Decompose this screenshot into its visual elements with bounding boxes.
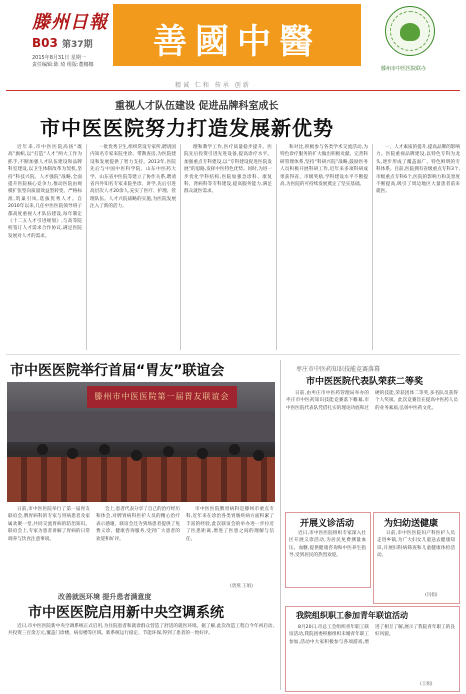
story2-column-1: 日前,市中医医院举行了第一届胃友联谊会,脾胃病科的专家与胃病患者及家属欢聚一堂,共同交流胃病的防治知识。联谊会上,专家为患者讲解了胃病的日常调养与饮食注意事项。 xyxy=(8,507,90,542)
story3-headline: 市中医医院启用新中央空调系统 xyxy=(28,605,224,621)
box1-title: 开展义诊活动 xyxy=(300,519,355,529)
lead-column-3: 理和教学工作,医疗质量稳步提升。医院先后投资引进先进设备,提高诊疗水平。加强重点专科建设,以“专科建设促进医院发展”的思路,发挥中医特色优势。同时,为进一步优化学科结构,医院加强急诊科、康复科、肾病科等专科建设,提高服务能力,满足群众就医需求。 xyxy=(184,145,272,195)
lead-headline: 市中医医院努力打造发展新优势 xyxy=(40,116,334,140)
story2-headline: 市中医医院举行首届“胃友”联谊会 xyxy=(10,363,225,379)
story2-column-2: 会上,患者代表分享了自己的治疗经历和体会,对脾胃病科医护人员的精心治疗表示感谢。联谊会还为到场患者提供了免费义诊、健康咨询服务,受到广大患者的欢迎和好评。 xyxy=(96,507,180,542)
lead-kicker: 重视人才队伍建设 促进品牌科室成长 xyxy=(115,101,279,112)
side-small-title: 枣庄市中医药知识技能竞赛落幕 xyxy=(296,366,381,373)
box3-text: 8月20日,市总工会组织青年职工联谊活动,我院团委积极组织未婚青年职工参加,活动中大家积极参与各项游戏,增进了相互了解,展示了我院青年职工的良好风貌。 xyxy=(289,625,455,645)
masthead xyxy=(0,0,466,78)
box1-text: 近日,市中医医院组织专家深入社区开展义诊活动,为居民免费测量血压、血糖,提供健康咨询和中医养生指导,受到居民的热烈欢迎。 xyxy=(289,531,366,559)
paper-name: 滕州日報 xyxy=(32,12,108,33)
story2-column-3: 市中医医院脾胃病科是滕州市重点专科,近年来在诊治各类胃肠疾病方面积累了丰富的经验,此次联谊会的举办进一步拉近了医患距离,增进了医患之间的理解与信任。 xyxy=(186,507,274,542)
box2-title: 为妇幼送健康 xyxy=(384,519,439,529)
emblem-caption: 滕州市中医医院联办 xyxy=(381,66,427,72)
top-rule xyxy=(6,90,460,91)
story3-kicker: 改善就医环境 提升患者满意度 xyxy=(58,593,152,601)
section-title: 善國中醫 xyxy=(153,22,321,62)
box2-byline: (闫娟) xyxy=(425,593,438,598)
page-number xyxy=(32,36,93,50)
story2-byline: (唐燕 王娟) xyxy=(230,584,253,589)
lead-column-1: 近年来,市中医医院高扬“既高”旗帜,以“打造“人才”两大工作为抓手,不断加强人才队伍建设和品牌科室建设,以卫生体制改革为契机,坚持“科技兴院、人才强院”战略,全面提升医院核心竞争力,推动医院由规模扩张型向质量效益型转变。严格标准,筑巢引凤,选拔优秀人才。自2010年以来,几任中医医院领导班子都高度重视人才队伍建设,每年制定《十二五人才引进规划》,与高等院校签订人才需求合作协议,满足医院发展对人才的需求。 xyxy=(8,145,82,239)
page-code: B03 xyxy=(32,36,58,50)
hospital-emblem-icon xyxy=(385,6,435,56)
event-photo xyxy=(7,382,275,502)
lead-column-2: 一批优秀卫生,组织常设专家所,聘请国内知名专家来院坐诊、带教查房,为医院建设和发展提供了智力支持。2013年,医院先后与中国中医科学院、山东中医药大学、山东省中医院等建立了协作关系,聘请省内外知名专家来院坐诊、讲学,先后引进高层次人才20余人,充实了医疗、护理、管理队伍。人才兴院战略的实施,为医院发展注入了新的活力。 xyxy=(90,145,176,210)
slogan: 精诚 仁和 传承 创新 xyxy=(175,82,251,89)
dateline xyxy=(32,55,94,69)
side-headline: 市中医医院代表队荣获二等奖 xyxy=(306,377,424,387)
story3-text: 近日,市中医医院新中央空调系统正式启用,为住院患者和就诊群众营造了舒适的就医环境。据了解,此次改造工程自今年初启动,共投资三百余万元,覆盖门诊楼、病房楼等区域。新系统运行稳定、节能环保,得到了患者的一致好评。 xyxy=(8,624,274,637)
section-rule xyxy=(6,354,460,355)
lead-column-5: 一、人才素质的提升,提高品牌的影响力。医院重视品牌建设,以特色专科为龙头,逐步形成了覆盖面广、特色鲜明的专科体系。目前,医院拥有省级重点专科3个,市级重点专科6个,医院的影响力和美誉度不断提高,吸引了周边地区大量患者前来就医。 xyxy=(376,145,460,195)
box3-title: 我院组织职工参加青年联谊活动 xyxy=(296,611,408,620)
issue-number: 第37期 xyxy=(62,40,93,50)
box3-byline: (王娟) xyxy=(420,682,433,687)
lead-column-4: 和对比,积极参与各类学术交流活动,为特色诊疗服务的扩大做出积极贡献。完善科研管理体系,坚持“科研兴院”战略,鼓励医务人员积极开展科研工作,近年来多项科研成果获得省、市级奖励,学科建设水平不断提高,为医院的可持续发展奠定了坚实基础。 xyxy=(280,145,368,188)
box2-text: 日前,市中医医院妇产科医护人员走进乡镇,为广大妇女儿童送去健康知识,开展妇科病筛查和儿童健康体检活动。 xyxy=(377,531,455,559)
section-banner xyxy=(113,4,361,66)
photo-banner: 滕州市中医医院第一届胃友联谊会 xyxy=(87,386,237,408)
side-text: 日前,由枣庄市中医药管理局举办的枣庄市中医药知识技能竞赛落下帷幕,市中医医院代表队凭借扎实的理论功底和过硬的技能,荣获团体二等奖,多名队员获得个人奖项。此次竞赛旨在提高中医药人员的业务素质,弘扬中医药文化。 xyxy=(286,391,458,411)
publish-date: 2015年8月31日 星期一 xyxy=(32,55,86,61)
editors-line: 责任编辑:陈 琦 组版:董娜娜 xyxy=(32,62,94,68)
